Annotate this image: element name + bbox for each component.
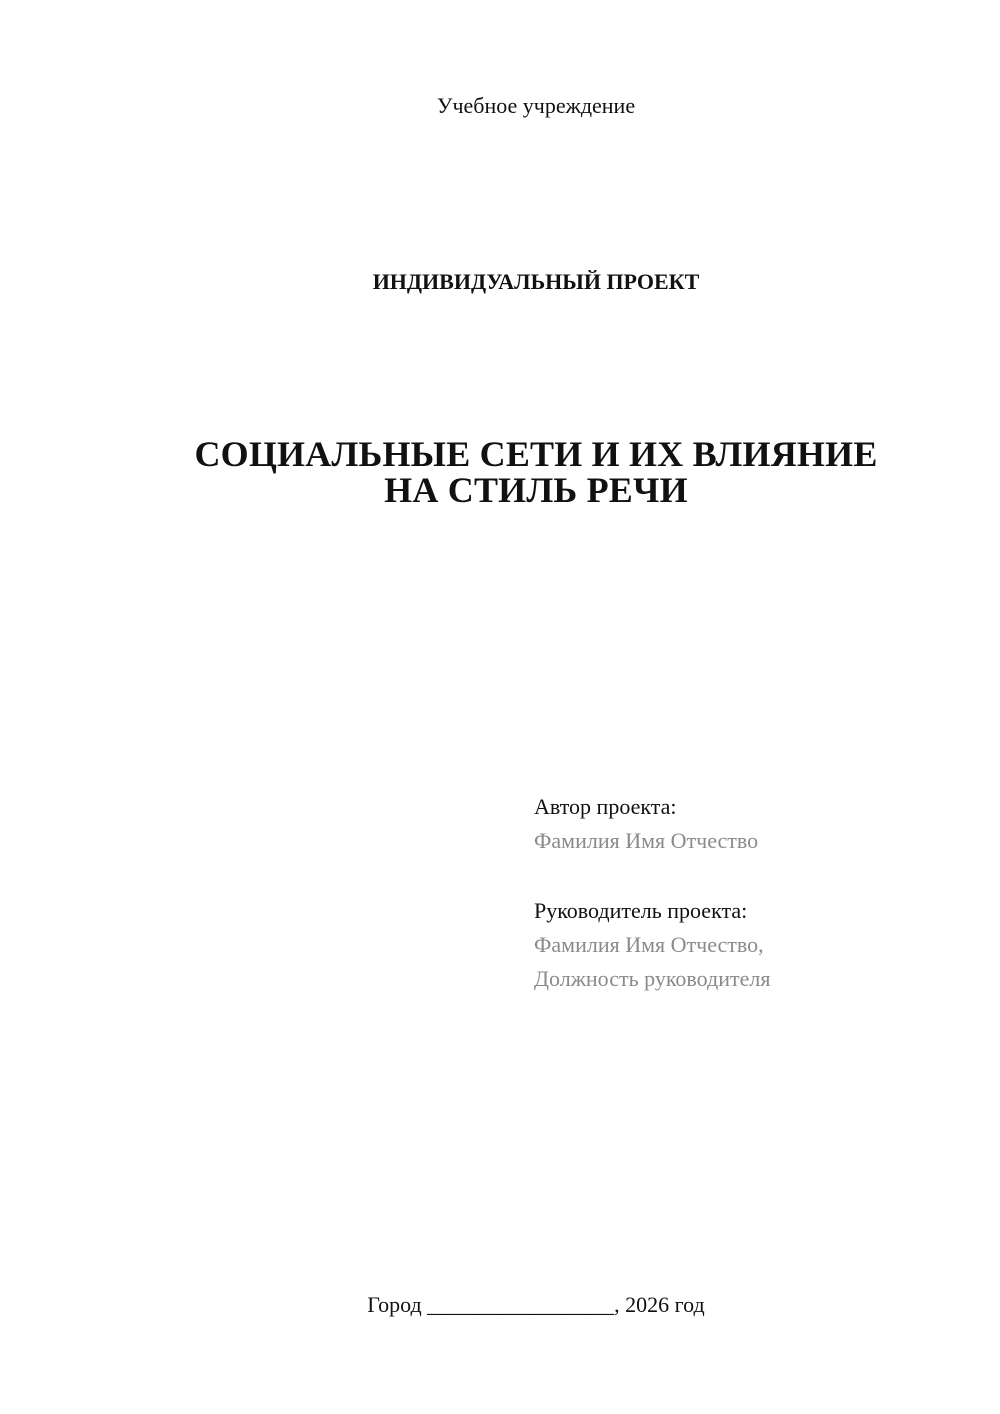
author-label: Автор проекта: [534,794,677,819]
credits-spacer [534,858,974,894]
project-credits [534,790,974,996]
supervisor-position-placeholder: Должность руководителя [534,966,771,991]
author-name-placeholder: Фамилия Имя Отчество [534,828,759,853]
project-title-line-2: НА СТИЛЬ РЕЧИ [384,470,688,510]
project-title-line-1: СОЦИАЛЬНЫЕ СЕТИ И ИХ ВЛИЯНИЕ [194,434,878,474]
city-year-line: Город _________________, 2026 год [367,1292,705,1317]
project-title [0,436,1000,508]
institution-name: Учебное учреждение [436,93,636,118]
project-type-heading: ИНДИВИДУАЛЬНЫЙ ПРОЕКТ [372,269,700,294]
supervisor-label: Руководитель проекта: [534,898,748,923]
supervisor-name-placeholder: Фамилия Имя Отчество, [534,932,764,957]
